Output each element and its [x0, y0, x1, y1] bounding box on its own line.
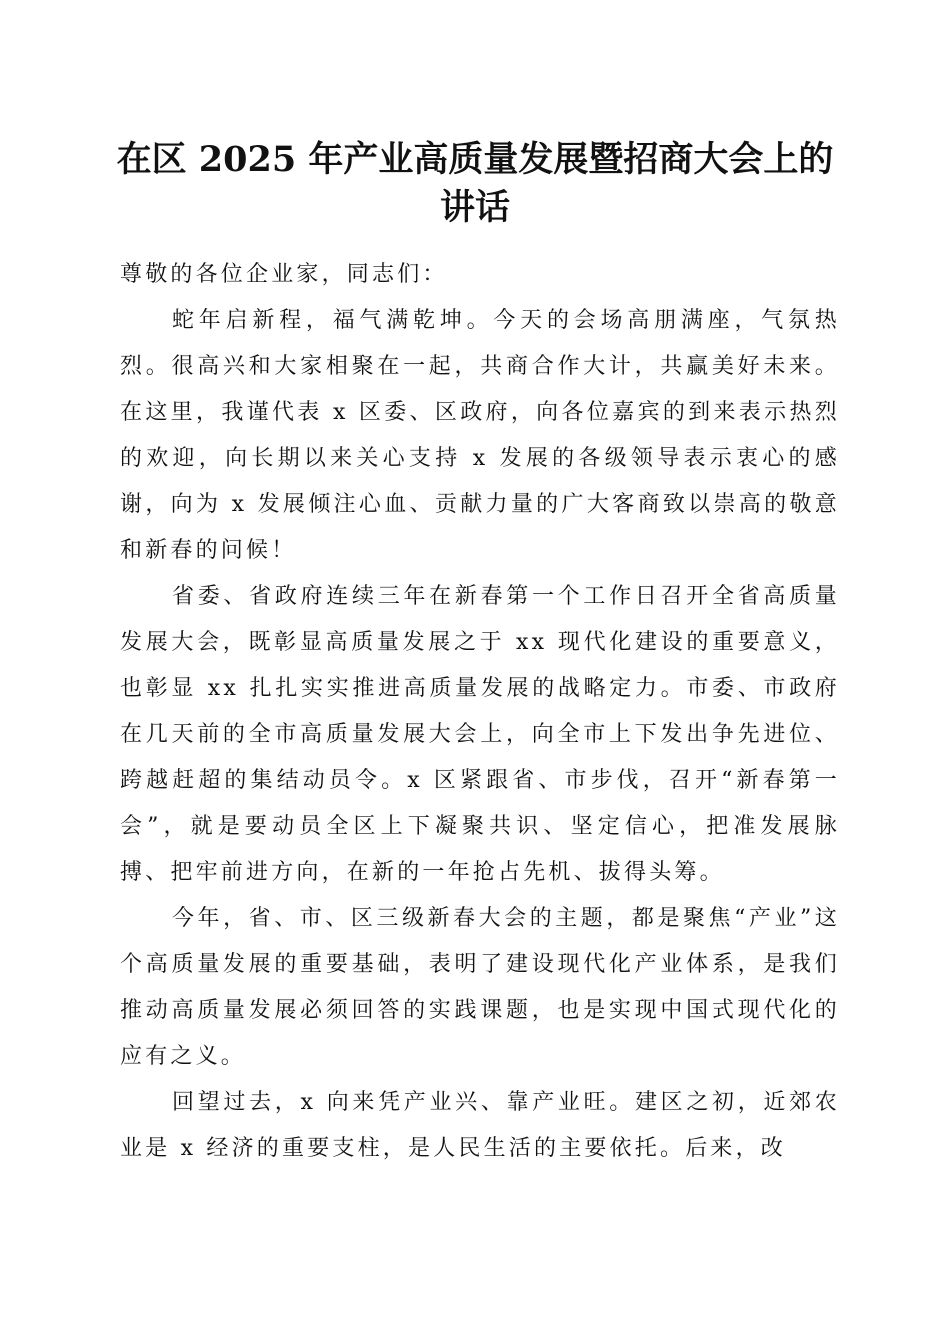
document-title: 在区 2025 年产业高质量发展暨招商大会上的讲话: [116, 139, 834, 228]
paragraph-4: 回望过去，x 向来凭产业兴、靠产业旺。建区之初，近郊农业是 x 经济的重要支柱，是人民生活的主要依托。后来，改: [120, 1090, 840, 1161]
paragraph-3: 今年，省、市、区三级新春大会的主题，都是聚焦“产业”这个高质量发展的重要基础，表明了建设现代化产业体系，是我们推动高质量发展必须回答的实践课题，也是实现中国式现代化的应有之义。: [120, 906, 840, 1069]
document-body: [120, 252, 840, 1172]
paragraph-2: 省委、省政府连续三年在新春第一个工作日召开全省高质量发展大会，既彰显高质量发展之于 xx 现代化建设的重要意义，也彰显 xx 扎扎实实推进高质量发展的战略定力。市委、市政府在几天前的全市高质量发展大会上，向全市上下发出争先进位、跨越赶超的集结动员令。x 区紧跟省、市步伐，召开“新春第一会”，就是要动员全区上下凝聚共识、坚定信心，把准发展脉搏、把牢前进方向，在新的一年抢占先机、拔得头筹。: [120, 584, 840, 885]
paragraph-1: 蛇年启新程，福气满乾坤。今天的会场高朋满座，气氛热烈。很高兴和大家相聚在一起，共商合作大计，共赢美好未来。在这里，我谨代表 x 区委、区政府，向各位嘉宾的到来表示热烈的欢迎，向长期以来关心支持 x 发展的各级领导表示衷心的感谢，向为 x 发展倾注心血、贡献力量的广大客商致以崇高的敬意和新春的问候！: [120, 308, 840, 563]
salutation: 尊敬的各位企业家，同志们：: [120, 262, 448, 287]
